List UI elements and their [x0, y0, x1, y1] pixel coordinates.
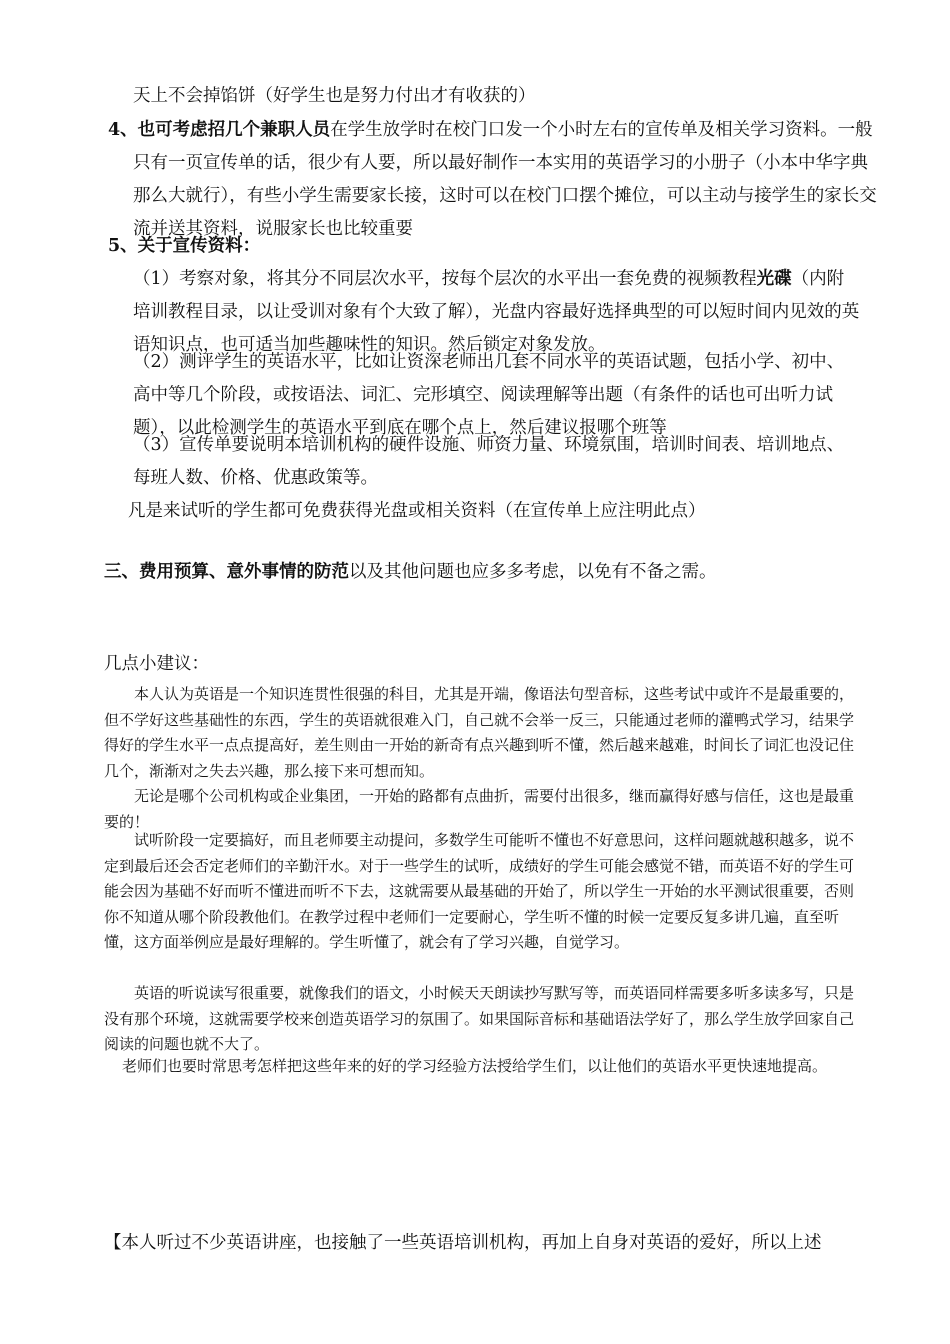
item-4-text: 在学生放学时在校门口发一个小时左右的宣传单及相关学习资料。一般只有一页宣传单的话，很少有人要，所以最好制作一本实用的英语学习的小册子（小本中华字典那么大就行），有些小学生需要家长接，这时可以在校门口摆个摊位，可以主动与接学生的家长交流并送其资料，说服家长也比较重要 [133, 120, 877, 239]
suggestion-1: 本人认为英语是一个知识连贯性很强的科目，尤其是开端，像语法句型音标，这些考试中或许不是最重要的，但不学好这些基础性的东西，学生的英语就很难入门，自己就不会举一反三，只能通过老师的灌鸭式学习，结果学得好的学生水平一点点提高好，差生则由一开始的新奇有点兴趣到听不懂，然后越来越难，时间长了词汇也没记住几个，渐渐对之失去兴趣，那么接下来可想而知。 [104, 685, 855, 780]
item-5-point-1-text-b: （内附培训教程目录，以让受训对象有个大致了解），光盘内容最好选择典型的可以短时间内见效的英语知识点，也可适当加些趣味性的知识。然后锁定对象发放。 [133, 269, 860, 355]
suggestion-3: 试听阶段一定要搞好，而且老师要主动提问，多数学生可能听不懂也不好意思问，这样问题就越积越多，说不定到最后还会否定老师们的辛勤汗水。对于一些学生的试听，成绩好的学生可能会感觉不错，而英语不好的学生可能会因为基础不好而听不懂进而听不下去，这就需要从最基础的开始了，所以学生一开始的水平测试很重要，否则你不知道从哪个阶段教他们。在教学过程中老师们一定要耐心，学生听不懂的时候一定要反复多讲几遍，直至听懂，这方面举例应是最好理解的。学生听懂了，就会有了学习兴趣，自觉学习。 [104, 831, 855, 952]
suggestions-title: 几点小建议： [104, 654, 209, 674]
item-4-heading: 4、也可考虑招几个兼职人员 [108, 120, 331, 140]
item-4 [108, 114, 881, 246]
section-3-text: 以及其他问题也应多多考虑，以免有不备之需。 [349, 562, 717, 582]
section-3 [104, 556, 884, 589]
suggestion-5: 老师们也要时常思考怎样把这些年来的好的学习经验方法授给学生们，以让他们的英语水平更快速地提高。 [122, 1057, 828, 1075]
line-top: 天上不会掉馅饼（好学生也是努力付出才有收获的） [133, 86, 536, 106]
footer-line: 【本人听过不少英语讲座，也接触了一些英语培训机构，再加上自身对英语的爱好，所以上述 [104, 1233, 822, 1253]
item-5-heading: 5、关于宣传资料： [108, 236, 261, 256]
item-5-point-2: （2）测评学生的英语水平，比如让资深老师出几套不同水平的英语试题，包括小学、初中、高中等几个阶段，或按语法、词汇、完形填空、阅读理解等出题（有条件的话也可出听力试题），以此检测学生的英语水平到底在哪个点上，然后建议报哪个班等 [133, 352, 845, 438]
section-3-heading: 三、费用预算、意外事情的防范 [104, 562, 349, 582]
suggestion-4: 英语的听说读写很重要，就像我们的语文，小时候天天朗读抄写默写等，而英语同样需要多听多读多写，只是没有那个环境，这就需要学校来创造英语学习的氛围了。如果国际音标和基础语法学好了，那么学生放学回家自己阅读的问题也就不大了。 [104, 984, 855, 1054]
suggestion-2: 无论是哪个公司机构或企业集团，一开始的路都有点曲折，需要付出很多，继而赢得好感与信任，这也是最重要的！ [104, 787, 855, 831]
item-5-point-3: （3）宣传单要说明本培训机构的硬件设施、师资力量、环境氛围，培训时间表、培训地点、每班人数、价格、优惠政策等。 [133, 435, 845, 488]
item-5-note: 凡是来试听的学生都可免费获得光盘或相关资料（在宣传单上应注明此点） [128, 501, 706, 521]
item-5-point-1-text-a: （1）考察对象，将其分不同层次水平，按每个层次的水平出一套免费的视频教程 [133, 269, 757, 289]
item-5-point-1-bold: 光碟 [756, 269, 792, 289]
